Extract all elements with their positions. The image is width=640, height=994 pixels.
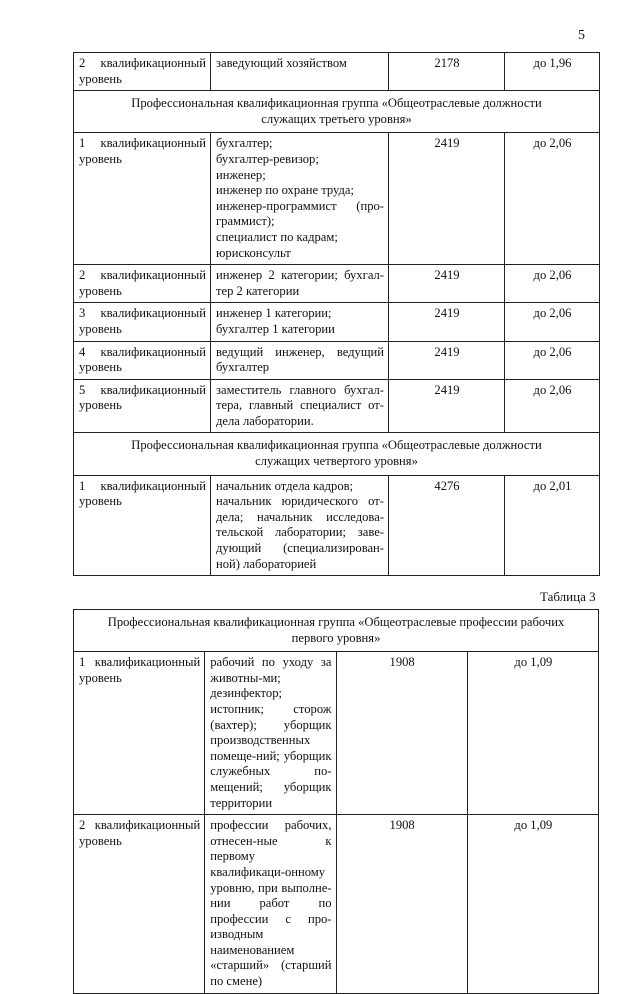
qualification-level-cell: 3 квалификационный уровень: [74, 303, 211, 341]
salary-cell: 2419: [389, 265, 505, 303]
position-entry: рабочий по уходу за животны-ми; дезинфектор; истопник; сторож (вахтер); уборщик производственных помеще-ний; уборщик служебных по-мещений; уборщик территории: [210, 655, 332, 810]
position-entry: инженер 1 категории;: [216, 306, 332, 321]
page-number: 5: [578, 28, 585, 43]
positions-cell: [211, 303, 389, 341]
salary-cell: 1908: [336, 815, 467, 994]
salary-cell: 2419: [389, 303, 505, 341]
salary-cell: 1908: [336, 652, 467, 815]
qualification-level-cell: 1 квалификационный уровень: [74, 652, 205, 815]
table-row: [74, 265, 600, 303]
positions-cell: [211, 475, 389, 576]
table-row: [74, 53, 600, 91]
position-entry: инженер;: [216, 167, 266, 182]
qualification-level-cell: 1 квалификационный уровень: [74, 133, 211, 265]
coefficient-cell: до 1,96: [505, 53, 600, 91]
group-header-row: [74, 91, 600, 133]
positions-cell: [211, 265, 389, 303]
position-entry: бухгалтер-ревизор;: [216, 151, 319, 166]
position-entry: начальник юридического от-дела; начальник исследова-тельской лаборатории; заве-дующий (специализирован-ной) лабораторией: [216, 494, 384, 571]
coefficient-cell: до 2,06: [505, 379, 600, 433]
table-row: [74, 815, 599, 994]
qualification-level-cell: 5 квалификационный уровень: [74, 379, 211, 433]
group-title-cell: Профессиональная квалификационная группа «Общеотраслевые должности служащих четвертого уровня»: [74, 433, 600, 475]
group-header-row: [74, 433, 600, 475]
salary-cell: 2178: [389, 53, 505, 91]
position-entry: бухгалтер;: [216, 136, 273, 151]
position-entry: профессии рабочих, отнесен-ные к первому квалификаци-онному уровню, при выполне-нии работ по профессии с про-изводным наименованием «старший» (старший по смене): [210, 818, 332, 989]
position-entry: специалист по кадрам;: [216, 229, 338, 244]
coefficient-cell: до 2,06: [505, 341, 600, 379]
table-row: [74, 379, 600, 433]
qualification-level-cell: 2 квалификационный уровень: [74, 815, 205, 994]
table-row: [74, 133, 600, 265]
salary-cell: 2419: [389, 379, 505, 433]
qualification-level-cell: 1 квалификационный уровень: [74, 475, 211, 576]
positions-cell: [205, 652, 336, 815]
qualification-level-cell: 2 квалификационный уровень: [74, 53, 211, 91]
position-entry: инженер 2 категории; бухгал-тер 2 категории: [216, 268, 384, 298]
coefficient-cell: до 2,06: [505, 265, 600, 303]
table-caption: Таблица 3: [540, 589, 596, 604]
qualification-table-3: [73, 609, 599, 994]
position-entry: заведующий хозяйством: [216, 56, 347, 70]
coefficient-cell: до 1,09: [467, 815, 598, 994]
coefficient-cell: до 2,06: [505, 303, 600, 341]
coefficient-cell: до 2,06: [505, 133, 600, 265]
position-entry: ведущий инженер, ведущий бухгалтер: [216, 344, 384, 375]
group-title-cell: Профессиональная квалификационная группа «Общеотраслевые должности служащих третьего уровня»: [74, 91, 600, 133]
table-row: [74, 341, 600, 379]
table-row: [74, 303, 600, 341]
table-row: [74, 475, 600, 576]
qualification-table-continued: [73, 52, 600, 576]
qualification-level-cell: 4 квалификационный уровень: [74, 341, 211, 379]
positions-cell: [205, 815, 336, 994]
position-entry: юрисконсульт: [216, 245, 291, 260]
positions-cell: [211, 341, 389, 379]
positions-cell: [211, 53, 389, 91]
position-entry: заместитель главного бухгал-тера, главный специалист от-дела лаборатории.: [216, 382, 384, 428]
group-header-row: [74, 610, 599, 652]
salary-cell: 2419: [389, 341, 505, 379]
position-entry: бухгалтер 1 категории: [216, 321, 335, 336]
position-entry: начальник отдела кадров;: [216, 478, 354, 493]
table-row: [74, 652, 599, 815]
positions-cell: [211, 133, 389, 265]
group-title-cell: Профессиональная квалификационная группа «Общеотраслевые профессии рабочих первого уровня»: [74, 610, 599, 652]
position-entry: инженер-программист (про-граммист);: [216, 198, 384, 229]
position-entry: инженер по охране труда;: [216, 183, 354, 198]
salary-cell: 4276: [389, 475, 505, 576]
coefficient-cell: до 2,01: [505, 475, 600, 576]
qualification-level-cell: 2 квалификационный уровень: [74, 265, 211, 303]
salary-cell: 2419: [389, 133, 505, 265]
coefficient-cell: до 1,09: [467, 652, 598, 815]
positions-cell: [211, 379, 389, 433]
